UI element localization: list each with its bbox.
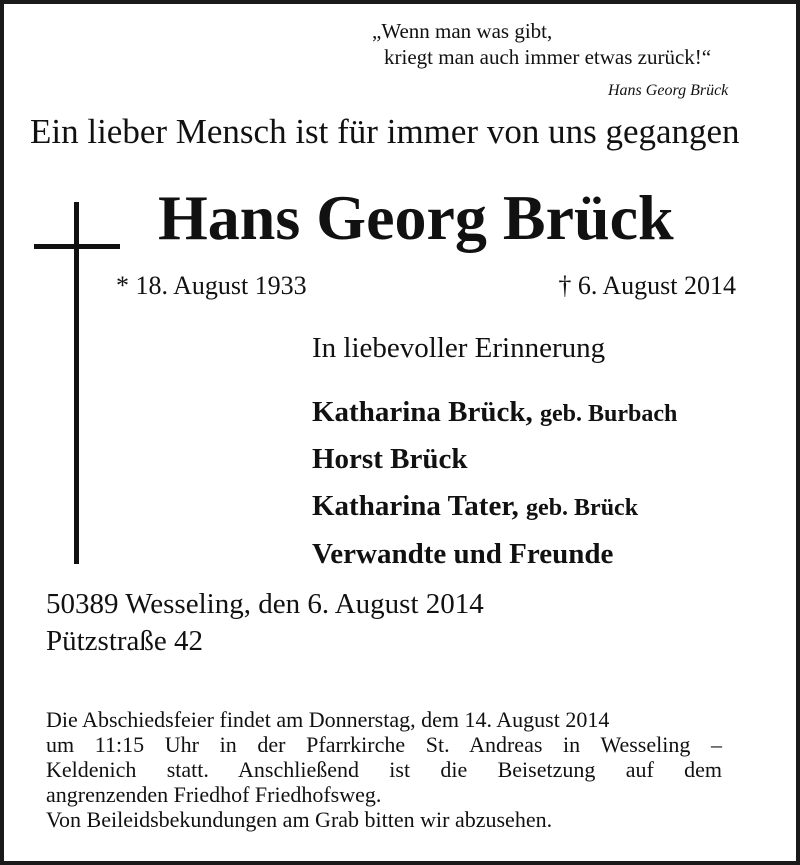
mourner-suffix: geb. Burbach	[540, 401, 678, 427]
mourner-name: Horst Brück	[312, 443, 468, 475]
notice-line: Die Abschiedsfeier findet am Donnerstag, dem 14. August 2014	[46, 707, 610, 732]
mourner	[312, 488, 638, 526]
death-date: † 6. August 2014	[558, 271, 736, 300]
notice-line: angrenzenden Friedhof Friedhofsweg.	[46, 782, 382, 807]
mourner-name: Verwandte und Freunde	[312, 538, 614, 570]
street-address: Pützstraße 42	[46, 625, 204, 657]
mourner-name: Katharina Brück,	[312, 396, 533, 428]
mourner	[312, 536, 613, 572]
mourner	[312, 394, 677, 432]
mourner-name: Katharina Tater,	[312, 490, 519, 522]
mourner	[312, 441, 467, 477]
notice-line: Keldenich statt. Anschließend ist die Beisetzung auf dem	[46, 757, 722, 782]
place-date: 50389 Wesseling, den 6. August 2014	[46, 588, 484, 620]
quote-author: Hans Georg Brück	[608, 82, 729, 99]
funeral-notice	[46, 707, 722, 832]
quote-line-2: kriegt man auch immer etwas zurück!“	[384, 45, 712, 69]
mourner-suffix: geb. Brück	[526, 495, 639, 521]
quote-line-1: „Wenn man was gibt,	[372, 19, 553, 43]
cross-icon	[74, 202, 79, 564]
deceased-name: Hans Georg Brück	[158, 182, 674, 253]
notice-line: Von Beileidsbekundungen am Grab bitten wir abzusehen.	[46, 807, 553, 832]
memory-line: In liebevoller Erinnerung	[312, 332, 606, 364]
birth-date: * 18. August 1933	[116, 271, 307, 300]
cross-icon-bar	[34, 244, 120, 249]
headline: Ein lieber Mensch ist für immer von uns gegangen	[30, 112, 740, 151]
notice-line: um 11:15 Uhr in der Pfarrkirche St. Andreas in Wesseling –	[46, 732, 722, 757]
